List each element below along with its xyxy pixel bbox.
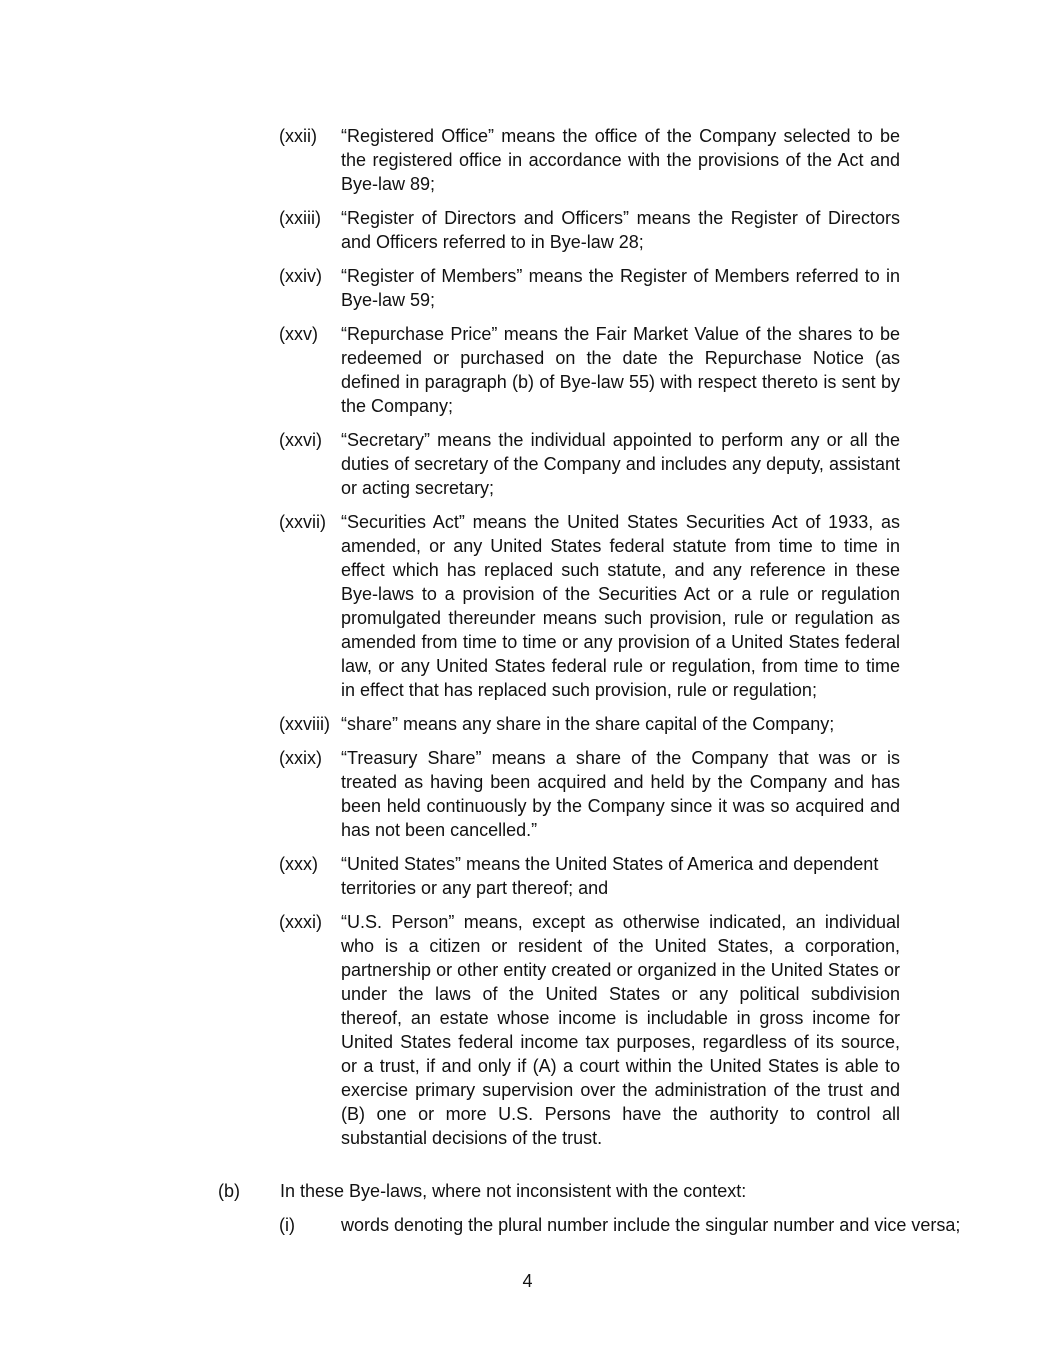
definition-number: (xxiii) bbox=[279, 208, 321, 228]
definition-text: “Registered Office” means the office of the Company selected to be the registered office in accordance with the provisions of the Act and Bye-law 89; bbox=[341, 126, 900, 194]
definition-text: “share” means any share in the share capital of the Company; bbox=[341, 714, 835, 734]
definition-text: “Repurchase Price” means the Fair Market Value of the shares to be redeemed or purchased on the date the Repurchase Notice (as defined in paragraph (b) of Bye-law 55) with respect thereto is sent by the Company; bbox=[341, 324, 900, 416]
definition-text: “Securities Act” means the United States Securities Act of 1933, as amended, or any United States federal statute from time to time in effect which has replaced such statute, and any reference in these Bye-laws to a provision of the Securities Act or a rule or regulation promulgated thereunder means such provision, rule or regulation as amended from time to time or any provision of a United States federal law, or any United States federal rule or regulation, from time to time in effect that has replaced such provision, rule or regulation; bbox=[341, 512, 900, 700]
definition-text: “United States” means the United States of America and dependent territories or any part thereof; and bbox=[341, 854, 879, 898]
definition-number: (xxv) bbox=[279, 324, 318, 344]
paragraph-b-number: (b) bbox=[218, 1181, 240, 1201]
definition-item bbox=[279, 264, 900, 312]
definition-item bbox=[279, 712, 900, 736]
definition-number: (xxxi) bbox=[279, 912, 322, 932]
paragraph-b-text: In these Bye-laws, where not inconsistent with the context: bbox=[280, 1181, 747, 1201]
definition-item bbox=[279, 510, 900, 702]
definition-item bbox=[279, 910, 900, 1150]
page-number: 4 bbox=[522, 1271, 533, 1291]
definition-text: “Register of Directors and Officers” means the Register of Directors and Officers referred to in Bye-law 28; bbox=[341, 208, 900, 252]
definition-item bbox=[279, 852, 900, 900]
definition-item bbox=[279, 206, 900, 254]
definition-item bbox=[279, 746, 900, 842]
definition-number: (xxx) bbox=[279, 854, 318, 874]
sub-item-text: words denoting the plural number include the singular number and vice versa; bbox=[341, 1215, 961, 1235]
definitions-list bbox=[279, 124, 900, 1160]
definition-item bbox=[279, 428, 900, 500]
definition-number: (xxvi) bbox=[279, 430, 322, 450]
definition-text: “U.S. Person” means, except as otherwise indicated, an individual who is a citizen or resident of the United States, a corporation, partnership or other entity created or organized in the United States or under the laws of the United States or any political subdivision thereof, an estate whose income is includable in gross income for United States federal income tax purposes, regardless of its source, or a trust, if and only if (A) a court within the United States is able to exercise primary supervision over the administration of the trust and (B) one or more U.S. Persons have the authority to control all substantial decisions of the trust. bbox=[341, 912, 900, 1148]
definition-item bbox=[279, 124, 900, 196]
definition-number: (xxviii) bbox=[279, 714, 330, 734]
paragraph-b bbox=[218, 1179, 900, 1203]
definition-text: “Register of Members” means the Register of Members referred to in Bye-law 59; bbox=[341, 266, 900, 310]
definition-text: “Secretary” means the individual appointed to perform any or all the duties of secretary of the Company and includes any deputy, assistant or acting secretary; bbox=[341, 430, 900, 498]
definition-text: “Treasury Share” means a share of the Company that was or is treated as having been acquired and held by the Company and has been held continuously by the Company since it was so acquired and has not been cancelled.” bbox=[341, 748, 900, 840]
definition-item bbox=[279, 322, 900, 418]
definition-number: (xxii) bbox=[279, 126, 317, 146]
definition-number: (xxvii) bbox=[279, 512, 326, 532]
definition-number: (xxix) bbox=[279, 748, 322, 768]
sub-item-number: (i) bbox=[279, 1215, 295, 1235]
definition-number: (xxiv) bbox=[279, 266, 322, 286]
sub-item-i bbox=[279, 1213, 962, 1237]
